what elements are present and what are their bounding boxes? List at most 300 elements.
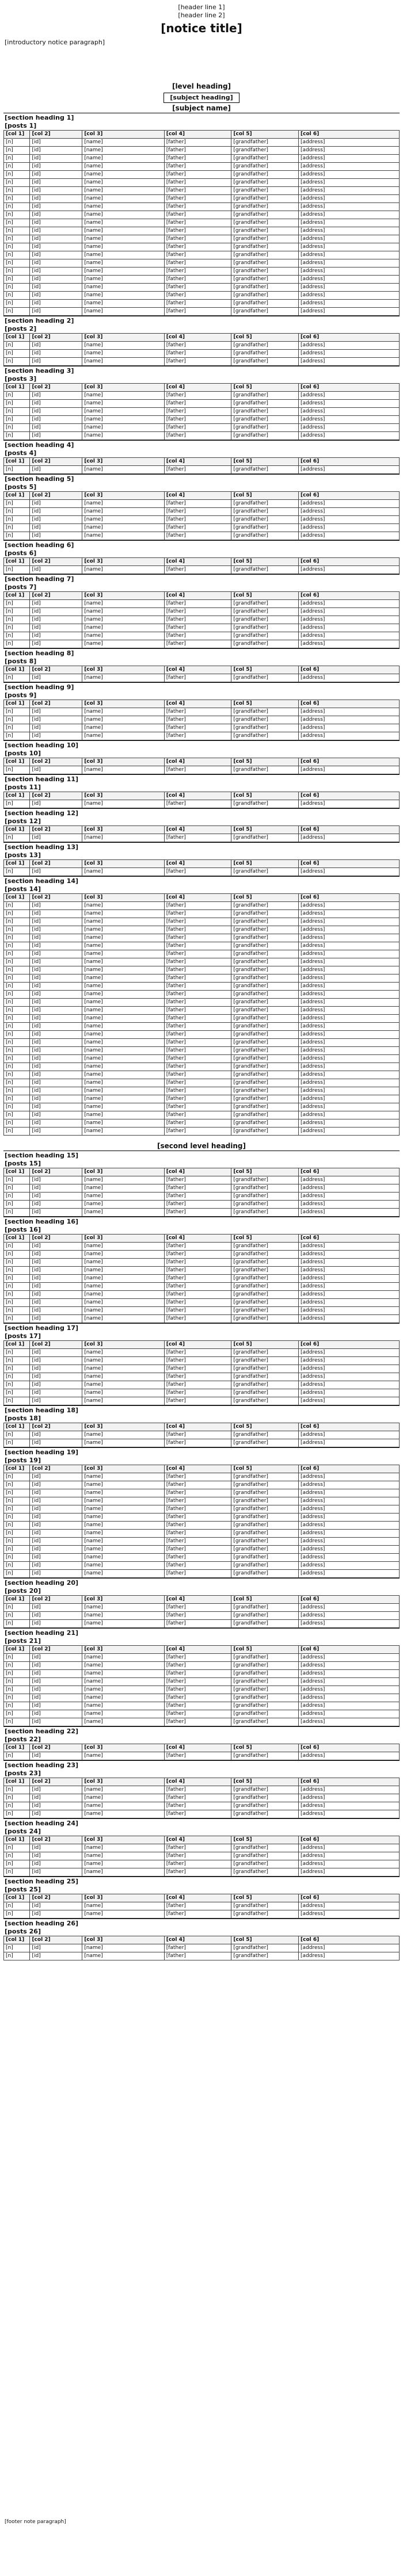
table-cell: [address] — [299, 1055, 400, 1063]
table-cell: [n] — [4, 235, 30, 243]
table-header-row — [4, 1235, 400, 1243]
table-cell: [id] — [30, 1184, 82, 1193]
table-cell: [grandfather] — [231, 179, 299, 187]
column-header: [col 3] — [82, 1646, 165, 1654]
table-cell: [father] — [164, 926, 231, 934]
table-header-row — [4, 894, 400, 902]
level-heading: [level heading] — [172, 82, 231, 90]
table-cell: [n] — [4, 1670, 30, 1678]
table-cell: [id] — [30, 1514, 82, 1522]
table-cell: [id] — [30, 1055, 82, 1063]
table-cell: [id] — [30, 1095, 82, 1103]
table-cell: [address] — [299, 1307, 400, 1315]
table-cell: [father] — [164, 1079, 231, 1087]
column-header: [col 4] — [164, 1341, 231, 1349]
table-cell: [father] — [164, 1473, 231, 1481]
column-header: [col 5] — [231, 592, 299, 600]
table-row — [4, 1473, 400, 1481]
table-row — [4, 400, 400, 408]
table-cell: [address] — [299, 251, 400, 259]
table-cell: [father] — [164, 1111, 231, 1119]
table-cell: [address] — [299, 1505, 400, 1514]
table-cell: [address] — [299, 1087, 400, 1095]
column-header: [col 1] — [4, 1778, 30, 1786]
table-cell: [father] — [164, 163, 231, 171]
table-cell: [grandfather] — [231, 358, 299, 366]
table-cell: [n] — [4, 716, 30, 724]
table-cell: [grandfather] — [231, 934, 299, 942]
table-cell: [n] — [4, 1702, 30, 1710]
column-header: [col 1] — [4, 792, 30, 800]
column-header: [col 3] — [82, 894, 165, 902]
table-cell: [name] — [82, 766, 165, 774]
table-cell: [grandfather] — [231, 508, 299, 516]
table-cell: [father] — [164, 966, 231, 974]
table-cell: [father] — [164, 508, 231, 516]
table-cell: [n] — [4, 926, 30, 934]
table-cell: [name] — [82, 187, 165, 195]
table-cell: [father] — [164, 1852, 231, 1860]
table-cell: [n] — [4, 171, 30, 179]
table-cell: [id] — [30, 1702, 82, 1710]
column-header: [col 2] — [30, 1168, 82, 1176]
table-cell: [n] — [4, 950, 30, 958]
table-row — [4, 500, 400, 508]
column-header: [col 4] — [164, 792, 231, 800]
table-cell: [address] — [299, 408, 400, 416]
column-header: [col 2] — [30, 1465, 82, 1473]
table-cell: [father] — [164, 1910, 231, 1918]
table-row — [4, 1283, 400, 1291]
table-cell: [grandfather] — [231, 1119, 299, 1128]
table-row — [4, 147, 400, 155]
result-block — [3, 1405, 400, 1447]
table-cell: [name] — [82, 516, 165, 524]
table-cell: [address] — [299, 187, 400, 195]
table-cell: [father] — [164, 1431, 231, 1439]
column-header: [col 3] — [82, 131, 165, 139]
column-header: [col 1] — [4, 1465, 30, 1473]
table-cell: [name] — [82, 1007, 165, 1015]
table-row — [4, 276, 400, 284]
table-cell: [n] — [4, 1562, 30, 1570]
table-cell: [father] — [164, 516, 231, 524]
table-cell: [id] — [30, 1007, 82, 1015]
table-cell: [grandfather] — [231, 1489, 299, 1497]
table-cell: [id] — [30, 350, 82, 358]
table-cell: [address] — [299, 1670, 400, 1678]
table-cell: [father] — [164, 1315, 231, 1323]
table-row — [4, 227, 400, 235]
table-row — [4, 179, 400, 187]
result-block — [3, 1578, 400, 1628]
column-header: [col 1] — [4, 894, 30, 902]
table-cell: [name] — [82, 1678, 165, 1686]
table-cell: [name] — [82, 934, 165, 942]
table-cell: [n] — [4, 1201, 30, 1209]
column-header: [col 4] — [164, 334, 231, 342]
table-header-row — [4, 384, 400, 392]
table-row — [4, 1802, 400, 1810]
table-cell: [father] — [164, 1752, 231, 1760]
table-row — [4, 918, 400, 926]
table-header-row — [4, 1936, 400, 1944]
table-cell: [id] — [30, 868, 82, 876]
table-cell: [name] — [82, 416, 165, 424]
table-cell: [id] — [30, 1103, 82, 1111]
table-cell: [address] — [299, 918, 400, 926]
table-cell: [father] — [164, 155, 231, 163]
table-row — [4, 195, 400, 203]
table-cell: [n] — [4, 1095, 30, 1103]
table-cell: [grandfather] — [231, 1039, 299, 1047]
table-cell: [id] — [30, 284, 82, 292]
table-cell: [id] — [30, 1620, 82, 1628]
column-header: [col 5] — [231, 1596, 299, 1604]
table-cell: [father] — [164, 1489, 231, 1497]
table-cell: [grandfather] — [231, 1497, 299, 1505]
column-header: [col 3] — [82, 458, 165, 466]
table-cell: [father] — [164, 1562, 231, 1570]
table-cell: [n] — [4, 1111, 30, 1119]
table-cell: [n] — [4, 1023, 30, 1031]
column-header: [col 6] — [299, 558, 400, 566]
column-header: [col 6] — [299, 1646, 400, 1654]
table-cell: [name] — [82, 1209, 165, 1217]
table-cell: [name] — [82, 1505, 165, 1514]
table-row — [4, 1015, 400, 1023]
table-cell: [id] — [30, 999, 82, 1007]
table-cell: [id] — [30, 227, 82, 235]
table-cell: [id] — [30, 1718, 82, 1726]
table-cell: [father] — [164, 1620, 231, 1628]
table-cell: [name] — [82, 958, 165, 966]
table-row — [4, 999, 400, 1007]
table-cell: [grandfather] — [231, 1315, 299, 1323]
column-header: [col 4] — [164, 1168, 231, 1176]
table-cell: [name] — [82, 1786, 165, 1794]
table-cell: [grandfather] — [231, 408, 299, 416]
table-cell: [id] — [30, 1944, 82, 1952]
table-cell: [grandfather] — [231, 632, 299, 640]
table-cell: [grandfather] — [231, 991, 299, 999]
table-row — [4, 942, 400, 950]
table-cell: [id] — [30, 1283, 82, 1291]
table-cell: [name] — [82, 1243, 165, 1251]
header-line-1: [header line 1] — [178, 3, 225, 11]
table-cell: [father] — [164, 732, 231, 740]
table-row — [4, 1176, 400, 1184]
table-cell: [grandfather] — [231, 1439, 299, 1447]
table-cell: [n] — [4, 958, 30, 966]
table-cell: [grandfather] — [231, 1604, 299, 1612]
block-heading: [section heading 21] — [3, 1628, 400, 1637]
table-cell: [address] — [299, 1538, 400, 1546]
table-cell: [name] — [82, 1686, 165, 1694]
table-cell: [grandfather] — [231, 1397, 299, 1405]
column-header: [col 5] — [231, 1168, 299, 1176]
table-cell: [name] — [82, 950, 165, 958]
table-cell: [father] — [164, 308, 231, 316]
table-cell: [n] — [4, 1291, 30, 1299]
table-cell: [n] — [4, 432, 30, 440]
result-table — [3, 130, 400, 316]
result-block — [3, 1323, 400, 1405]
table-row — [4, 1786, 400, 1794]
table-header-row — [4, 492, 400, 500]
table-cell: [address] — [299, 284, 400, 292]
table-row — [4, 1522, 400, 1530]
table-cell: [n] — [4, 284, 30, 292]
table-cell: [father] — [164, 942, 231, 950]
table-row — [4, 1489, 400, 1497]
table-cell: [father] — [164, 243, 231, 251]
table-cell: [father] — [164, 566, 231, 574]
table-cell: [id] — [30, 1752, 82, 1760]
table-cell: [father] — [164, 1570, 231, 1578]
table-cell: [n] — [4, 155, 30, 163]
table-cell: [address] — [299, 1243, 400, 1251]
table-cell: [address] — [299, 640, 400, 648]
column-header: [col 6] — [299, 1596, 400, 1604]
table-cell: [grandfather] — [231, 640, 299, 648]
table-cell: [n] — [4, 508, 30, 516]
table-cell: [address] — [299, 1554, 400, 1562]
table-cell: [n] — [4, 211, 30, 219]
table-row — [4, 1654, 400, 1662]
table-cell: [father] — [164, 983, 231, 991]
table-cell: [address] — [299, 1702, 400, 1710]
subject-heading: [subject heading] — [164, 93, 239, 103]
table-cell: [n] — [4, 834, 30, 842]
table-cell: [name] — [82, 983, 165, 991]
column-header: [col 2] — [30, 1894, 82, 1902]
table-row — [4, 508, 400, 516]
table-cell: [n] — [4, 1259, 30, 1267]
column-header: [col 4] — [164, 492, 231, 500]
table-cell: [name] — [82, 1439, 165, 1447]
table-cell: [n] — [4, 1612, 30, 1620]
block-heading: [section heading 5] — [3, 474, 400, 483]
table-row — [4, 251, 400, 259]
table-cell: [name] — [82, 1063, 165, 1071]
table-cell: [n] — [4, 1439, 30, 1447]
result-table — [3, 1778, 400, 1818]
table-cell: [n] — [4, 1209, 30, 1217]
column-header: [col 1] — [4, 1168, 30, 1176]
table-cell: [n] — [4, 1554, 30, 1562]
table-cell: [address] — [299, 1604, 400, 1612]
table-cell: [grandfather] — [231, 732, 299, 740]
table-cell: [name] — [82, 1654, 165, 1662]
table-cell: [n] — [4, 1546, 30, 1554]
table-cell: [grandfather] — [231, 1357, 299, 1365]
table-cell: [id] — [30, 235, 82, 243]
table-cell: [name] — [82, 400, 165, 408]
footer-note: [footer note paragraph] — [5, 2519, 66, 2525]
table-cell: [father] — [164, 500, 231, 508]
table-cell: [father] — [164, 400, 231, 408]
result-block — [3, 113, 400, 316]
table-cell: [id] — [30, 732, 82, 740]
table-cell: [n] — [4, 350, 30, 358]
table-cell: [name] — [82, 532, 165, 540]
result-block — [3, 648, 400, 682]
table-cell: [father] — [164, 1119, 231, 1128]
table-row — [4, 910, 400, 918]
result-table — [3, 491, 400, 540]
column-header: [col 6] — [299, 700, 400, 708]
table-cell: [father] — [164, 1522, 231, 1530]
table-cell: [address] — [299, 1397, 400, 1405]
posts-count: [posts 17] — [5, 1332, 41, 1340]
table-cell: [name] — [82, 1095, 165, 1103]
posts-count: [posts 9] — [5, 691, 37, 699]
table-row — [4, 902, 400, 910]
table-cell: [father] — [164, 1952, 231, 1960]
table-cell: [grandfather] — [231, 868, 299, 876]
table-cell: [n] — [4, 966, 30, 974]
table-cell: [address] — [299, 1373, 400, 1381]
table-row — [4, 1670, 400, 1678]
table-cell: [n] — [4, 187, 30, 195]
table-cell: [id] — [30, 139, 82, 147]
table-cell: [n] — [4, 1365, 30, 1373]
table-cell: [n] — [4, 1307, 30, 1315]
table-cell: [father] — [164, 600, 231, 608]
table-cell: [grandfather] — [231, 211, 299, 219]
table-cell: [address] — [299, 926, 400, 934]
table-cell: [n] — [4, 800, 30, 808]
table-cell: [father] — [164, 1794, 231, 1802]
table-cell: [n] — [4, 624, 30, 632]
column-header: [col 6] — [299, 131, 400, 139]
table-cell: [address] — [299, 292, 400, 300]
table-cell: [name] — [82, 251, 165, 259]
column-header: [col 4] — [164, 558, 231, 566]
column-header: [col 4] — [164, 592, 231, 600]
result-block — [3, 574, 400, 648]
table-cell: [father] — [164, 1514, 231, 1522]
table-cell: [name] — [82, 1952, 165, 1960]
table-cell: [id] — [30, 1201, 82, 1209]
column-header: [col 5] — [231, 1341, 299, 1349]
table-cell: [address] — [299, 508, 400, 516]
table-cell: [n] — [4, 243, 30, 251]
table-cell: [id] — [30, 800, 82, 808]
table-row — [4, 1357, 400, 1365]
table-cell: [n] — [4, 1473, 30, 1481]
table-cell: [grandfather] — [231, 1095, 299, 1103]
table-cell: [id] — [30, 211, 82, 219]
table-cell: [id] — [30, 1662, 82, 1670]
table-cell: [grandfather] — [231, 1530, 299, 1538]
column-header: [col 3] — [82, 1936, 165, 1944]
table-header-row — [4, 1596, 400, 1604]
table-cell: [address] — [299, 1431, 400, 1439]
column-header: [col 5] — [231, 1894, 299, 1902]
table-cell: [id] — [30, 1307, 82, 1315]
table-cell: [father] — [164, 608, 231, 616]
table-cell: [address] — [299, 432, 400, 440]
table-cell: [address] — [299, 259, 400, 267]
table-cell: [grandfather] — [231, 1111, 299, 1119]
column-header: [col 1] — [4, 592, 30, 600]
table-cell: [father] — [164, 139, 231, 147]
table-cell: [address] — [299, 524, 400, 532]
table-cell: [name] — [82, 926, 165, 934]
table-cell: [n] — [4, 674, 30, 682]
table-cell: [grandfather] — [231, 392, 299, 400]
table-row — [4, 1365, 400, 1373]
table-cell: [name] — [82, 1868, 165, 1876]
table-cell: [n] — [4, 408, 30, 416]
table-cell: [n] — [4, 942, 30, 950]
table-cell: [father] — [164, 1810, 231, 1818]
table-cell: [n] — [4, 1752, 30, 1760]
table-cell: [name] — [82, 608, 165, 616]
table-cell: [name] — [82, 1538, 165, 1546]
table-cell: [grandfather] — [231, 1103, 299, 1111]
table-cell: [n] — [4, 1047, 30, 1055]
column-header: [col 6] — [299, 666, 400, 674]
table-cell: [grandfather] — [231, 163, 299, 171]
table-cell: [grandfather] — [231, 259, 299, 267]
table-cell: [grandfather] — [231, 267, 299, 276]
table-row — [4, 926, 400, 934]
table-cell: [name] — [82, 1860, 165, 1868]
table-cell: [name] — [82, 1071, 165, 1079]
table-cell: [n] — [4, 974, 30, 983]
table-cell: [name] — [82, 1283, 165, 1291]
table-cell: [n] — [4, 147, 30, 155]
table-cell: [name] — [82, 1662, 165, 1670]
table-cell: [grandfather] — [231, 1794, 299, 1802]
table-cell: [name] — [82, 1055, 165, 1063]
column-header: [col 4] — [164, 1596, 231, 1604]
column-header: [col 3] — [82, 1235, 165, 1243]
table-cell: [grandfather] — [231, 1670, 299, 1678]
column-header: [col 4] — [164, 1936, 231, 1944]
table-cell: [name] — [82, 342, 165, 350]
table-cell: [father] — [164, 1209, 231, 1217]
table-row — [4, 358, 400, 366]
column-header: [col 2] — [30, 384, 82, 392]
table-cell: [father] — [164, 1039, 231, 1047]
result-block — [3, 316, 400, 366]
column-header: [col 2] — [30, 492, 82, 500]
table-row — [4, 524, 400, 532]
result-block — [3, 1447, 400, 1578]
table-cell: [address] — [299, 1259, 400, 1267]
table-cell: [name] — [82, 466, 165, 474]
table-cell: [father] — [164, 267, 231, 276]
table-cell: [id] — [30, 674, 82, 682]
table-cell: [father] — [164, 292, 231, 300]
table-cell: [grandfather] — [231, 350, 299, 358]
table-cell: [address] — [299, 235, 400, 243]
column-header: [col 5] — [231, 558, 299, 566]
column-header: [col 1] — [4, 384, 30, 392]
table-row — [4, 1662, 400, 1670]
table-cell: [name] — [82, 1079, 165, 1087]
table-cell: [father] — [164, 1686, 231, 1694]
table-row — [4, 1497, 400, 1505]
table-cell: [name] — [82, 211, 165, 219]
table-cell: [name] — [82, 1291, 165, 1299]
column-header: [col 5] — [231, 1465, 299, 1473]
table-cell: [father] — [164, 416, 231, 424]
